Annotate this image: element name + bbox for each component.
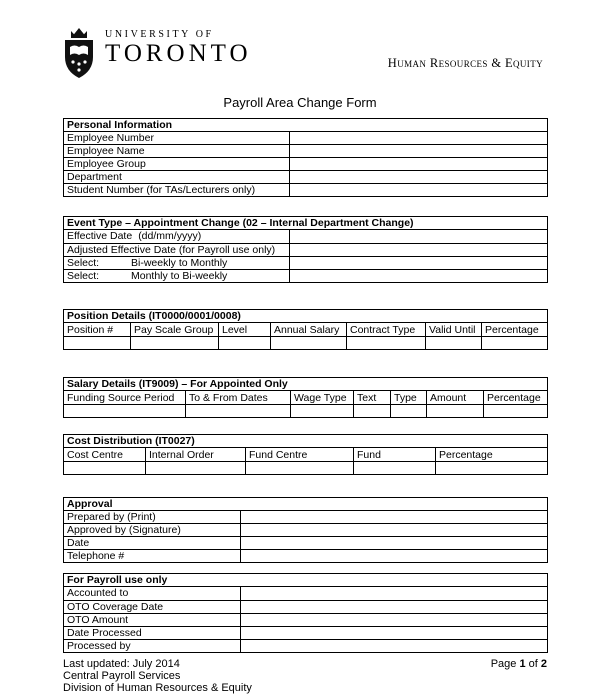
section-title-approval: Approval: [64, 498, 548, 511]
internal-order-cell[interactable]: [146, 462, 246, 475]
page-header: [0, 0, 600, 80]
row-label-text: Adjusted Effective Date (for Payroll use only): [67, 243, 276, 256]
table-row: [64, 158, 548, 171]
row-label-text: Select:: [67, 256, 100, 269]
table-row: [64, 243, 548, 256]
employee-group-field[interactable]: [290, 158, 548, 171]
row-label: Prepared by (Print): [64, 511, 241, 524]
student-number-field[interactable]: [290, 184, 548, 197]
hr-equity-label: Human Resources & Equity: [387, 56, 543, 70]
column-header: Amount: [427, 390, 484, 404]
page-footer: [63, 658, 547, 695]
column-header: Percentage: [436, 448, 548, 462]
fund-centre-cell[interactable]: [246, 462, 354, 475]
prepared-by-field[interactable]: [241, 511, 548, 524]
university-logo: [62, 26, 252, 80]
monthly-to-biweekly-select-field[interactable]: [290, 269, 548, 282]
amount-cell[interactable]: [427, 404, 484, 417]
row-label: Student Number (for TAs/Lecturers only): [64, 184, 290, 197]
payroll-use-only-table: [63, 573, 548, 652]
table-row: [64, 626, 548, 639]
column-header: Pay Scale Group: [131, 322, 219, 336]
pay-scale-group-cell[interactable]: [131, 336, 219, 349]
table-row: [64, 600, 548, 613]
column-header: Fund Centre: [246, 448, 354, 462]
column-header: Fund: [354, 448, 436, 462]
blank-entry-row: [64, 462, 548, 475]
row-label-note: (dd/mm/yyyy): [138, 230, 202, 243]
table-row: [64, 256, 548, 269]
row-label-note: Bi-weekly to Monthly: [131, 256, 228, 269]
table-row: [64, 613, 548, 626]
accounted-to-field[interactable]: [241, 587, 548, 600]
position-number-cell[interactable]: [64, 336, 131, 349]
to-from-dates-cell[interactable]: [186, 404, 291, 417]
page-number: 1: [519, 657, 526, 670]
division-text: Division of Human Resources & Equity: [63, 682, 252, 695]
annual-salary-cell[interactable]: [271, 336, 347, 349]
section-title-personal: Personal Information: [64, 119, 548, 132]
column-header: Funding Source Period: [64, 390, 186, 404]
table-row: [64, 269, 548, 282]
department-field[interactable]: [290, 171, 548, 184]
row-label: Date Processed: [64, 626, 241, 639]
type-cell[interactable]: [391, 404, 427, 417]
row-label: Approved by (Signature): [64, 524, 241, 537]
row-label: Telephone #: [64, 550, 241, 563]
biweekly-to-monthly-select-field[interactable]: [290, 256, 548, 269]
column-header: Contract Type: [347, 322, 426, 336]
approved-by-field[interactable]: [241, 524, 548, 537]
section-title-cost: Cost Distribution (IT0027): [64, 434, 548, 447]
row-label: OTO Coverage Date: [64, 600, 241, 613]
row-label: Department: [64, 171, 290, 184]
cost-distribution-table: [63, 434, 548, 475]
column-header: Level: [219, 322, 271, 336]
row-label: OTO Amount: [64, 613, 241, 626]
blank-entry-row: [64, 404, 548, 417]
level-cell[interactable]: [219, 336, 271, 349]
wage-type-cell[interactable]: [291, 404, 354, 417]
table-row: [64, 511, 548, 524]
oto-amount-field[interactable]: [241, 613, 548, 626]
event-type-table: [63, 216, 548, 282]
table-row: [64, 587, 548, 600]
employee-name-field[interactable]: [290, 145, 548, 158]
position-details-table: [63, 309, 548, 350]
table-row: [64, 171, 548, 184]
text-cell[interactable]: [354, 404, 391, 417]
section-title-salary: Salary Details (IT9009) – For Appointed Only: [64, 377, 548, 390]
page-total: 2: [540, 657, 547, 670]
column-header: Percentage: [484, 390, 548, 404]
percentage-cell[interactable]: [436, 462, 548, 475]
column-header-row: [64, 390, 548, 404]
section-title-payroll-use: For Payroll use only: [64, 574, 548, 587]
cost-centre-cell[interactable]: [64, 462, 146, 475]
row-label: [64, 256, 290, 269]
section-title-event: Event Type – Appointment Change (02 – Internal Department Change): [64, 217, 548, 230]
row-label-text: Effective Date: [67, 230, 133, 243]
column-header: Percentage: [482, 322, 548, 336]
central-payroll-services-text: Central Payroll Services: [63, 670, 181, 683]
table-row: [64, 230, 548, 243]
adjusted-effective-date-field[interactable]: [290, 243, 548, 256]
column-header: Cost Centre: [64, 448, 146, 462]
toronto-text: TORONTO: [105, 40, 252, 67]
section-title-position: Position Details (IT0000/0001/0008): [64, 309, 548, 322]
column-header: Internal Order: [146, 448, 246, 462]
row-label: Employee Number: [64, 132, 290, 145]
row-label: [64, 243, 290, 256]
row-label-text: Select:: [67, 269, 100, 282]
column-header-row: [64, 322, 548, 336]
personal-information-table: [63, 118, 548, 197]
page-word: Page: [490, 657, 520, 670]
university-of-text: UNIVERSITY OF: [105, 29, 214, 40]
column-header-row: [64, 448, 548, 462]
page-indicator: [491, 658, 547, 670]
funding-source-period-cell[interactable]: [64, 404, 186, 417]
column-header: To & From Dates: [186, 390, 291, 404]
column-header: Text: [354, 390, 391, 404]
date-field[interactable]: [241, 537, 548, 550]
table-row: [64, 550, 548, 563]
salary-details-table: [63, 377, 548, 418]
row-label: [64, 269, 290, 282]
percentage-cell[interactable]: [484, 404, 548, 417]
page-of-word: of: [525, 657, 541, 670]
approval-table: [63, 497, 548, 563]
row-label: Processed by: [64, 639, 241, 652]
table-row: [64, 639, 548, 652]
blank-entry-row: [64, 336, 548, 349]
table-row: [64, 524, 548, 537]
table-row: [64, 184, 548, 197]
valid-until-cell[interactable]: [426, 336, 482, 349]
date-processed-field[interactable]: [241, 626, 548, 639]
row-label: Accounted to: [64, 587, 241, 600]
percentage-cell[interactable]: [482, 336, 548, 349]
column-header: Annual Salary: [271, 322, 347, 336]
page-title: Payroll Area Change Form: [223, 95, 377, 110]
column-header: Wage Type: [291, 390, 354, 404]
oto-coverage-date-field[interactable]: [241, 600, 548, 613]
row-label: [64, 230, 290, 243]
effective-date-field[interactable]: [290, 230, 548, 243]
last-updated-text: Last updated: July 2014: [63, 657, 180, 670]
employee-number-field[interactable]: [290, 132, 548, 145]
table-row: [64, 537, 548, 550]
column-header: Position #: [64, 322, 131, 336]
table-row: [64, 145, 548, 158]
telephone-field[interactable]: [241, 550, 548, 563]
column-header: Type: [391, 390, 427, 404]
uoft-crest-icon: [62, 26, 96, 80]
row-label: Employee Name: [64, 145, 290, 158]
contract-type-cell[interactable]: [347, 336, 426, 349]
fund-cell[interactable]: [354, 462, 436, 475]
row-label: Date: [64, 537, 241, 550]
row-label-note: Monthly to Bi-weekly: [131, 269, 228, 282]
column-header: Valid Until: [426, 322, 482, 336]
logo-wordmark: [105, 26, 252, 68]
processed-by-field[interactable]: [241, 639, 548, 652]
row-label: Employee Group: [64, 158, 290, 171]
table-row: [64, 132, 548, 145]
